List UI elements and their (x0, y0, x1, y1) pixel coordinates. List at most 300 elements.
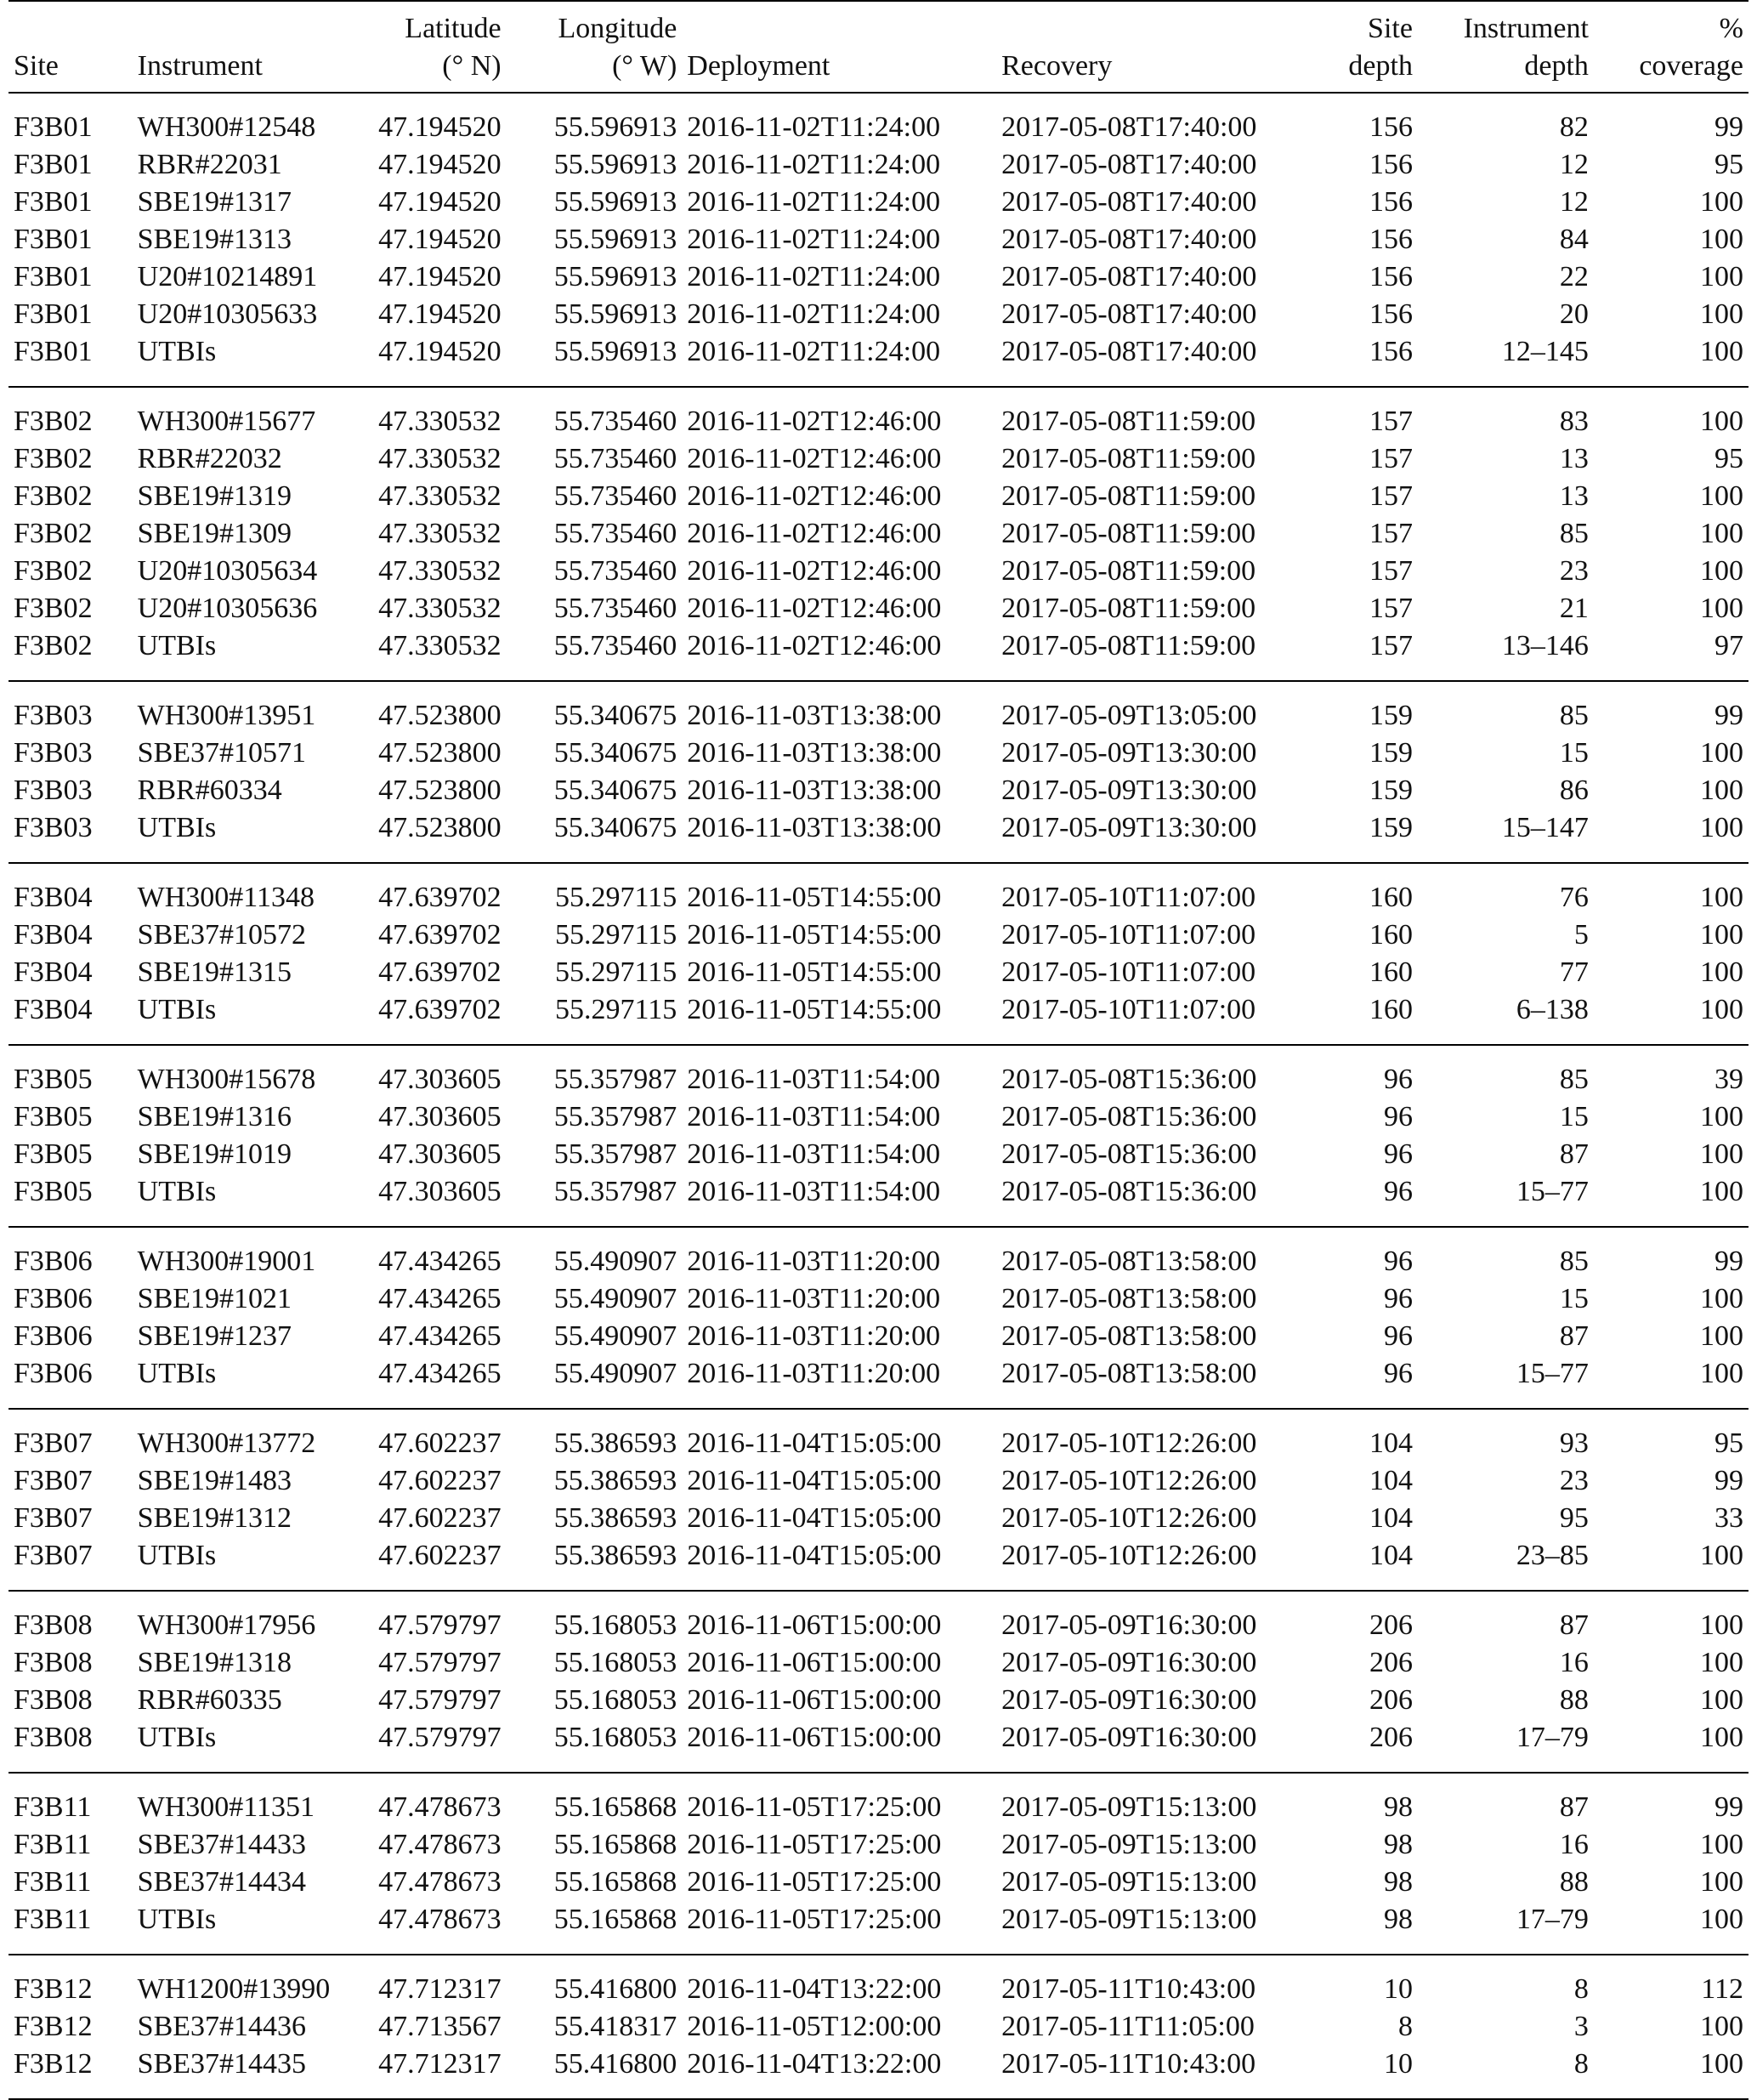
table-row (9, 146, 1748, 184)
coverage-cell: 99 (1714, 1246, 1743, 1277)
recovery-cell: 2017-05-08T15:36:00 (1001, 1101, 1257, 1132)
longitude-cell: 55.168053 (553, 1609, 677, 1641)
header-site-depth: depth (1348, 50, 1413, 82)
site-depth-cell: 157 (1369, 480, 1413, 512)
instrument-cell: UTBIs (137, 1540, 217, 1571)
coverage-cell: 99 (1714, 111, 1743, 143)
site-cell: F3B02 (14, 480, 93, 512)
table-row (9, 387, 1748, 440)
table-row (9, 1136, 1748, 1173)
longitude-cell: 55.418317 (553, 2011, 677, 2042)
coverage-cell: 100 (1700, 2011, 1743, 2042)
deployment-cell: 2016-11-04T15:05:00 (687, 1465, 942, 1496)
recovery-cell: 2017-05-10T11:07:00 (1001, 956, 1256, 988)
coverage-cell: 100 (1700, 882, 1743, 913)
site-cell: F3B01 (14, 111, 93, 143)
site-depth-cell: 157 (1369, 555, 1413, 587)
site-depth-cell: 159 (1369, 700, 1413, 731)
table-row (9, 1826, 1748, 1864)
longitude-cell: 55.735460 (553, 443, 677, 474)
table-row (9, 184, 1748, 221)
deployment-cell: 2016-11-02T11:24:00 (687, 111, 941, 143)
deployment-cell: 2016-11-02T12:46:00 (687, 555, 942, 587)
latitude-cell: 47.194520 (378, 224, 502, 255)
coverage-cell: 100 (1700, 1904, 1743, 1935)
longitude-cell: 55.168053 (553, 1722, 677, 1753)
instrument-cell: U20#10214891 (137, 261, 318, 292)
site-cell: F3B07 (14, 1540, 93, 1571)
longitude-cell: 55.735460 (553, 630, 677, 661)
table-row (9, 515, 1748, 553)
recovery-cell: 2017-05-10T12:26:00 (1001, 1465, 1257, 1496)
deployment-cell: 2016-11-02T12:46:00 (687, 593, 942, 624)
longitude-cell: 55.340675 (553, 812, 677, 843)
site-depth-cell: 159 (1369, 737, 1413, 769)
site-depth-cell: 206 (1369, 1609, 1413, 1641)
latitude-cell: 47.194520 (378, 186, 502, 218)
latitude-cell: 47.639702 (378, 882, 502, 913)
recovery-cell: 2017-05-08T17:40:00 (1001, 186, 1257, 218)
site-cell: F3B12 (14, 2048, 93, 2080)
recovery-cell: 2017-05-08T13:58:00 (1001, 1320, 1257, 1352)
longitude-cell: 55.357987 (553, 1101, 677, 1132)
longitude-cell: 55.735460 (553, 480, 677, 512)
instrument-depth-cell: 83 (1559, 406, 1589, 437)
recovery-cell: 2017-05-08T17:40:00 (1001, 261, 1257, 292)
site-depth-cell: 160 (1369, 956, 1413, 988)
instrument-depth-cell: 15 (1559, 737, 1589, 769)
instrument-depth-cell: 3 (1573, 2011, 1589, 2042)
instrument-cell: SBE37#14433 (137, 1829, 307, 1860)
site-cell: F3B04 (14, 919, 93, 951)
instrument-depth-cell: 12–145 (1501, 336, 1589, 367)
instrument-depth-cell: 13 (1559, 480, 1589, 512)
instrument-depth-cell: 85 (1559, 1246, 1589, 1277)
site-depth-cell: 10 (1383, 1973, 1413, 2005)
recovery-cell: 2017-05-09T15:13:00 (1001, 1866, 1257, 1898)
longitude-cell: 55.165868 (553, 1866, 677, 1898)
longitude-cell: 55.297115 (555, 956, 677, 988)
table-row (9, 478, 1748, 515)
instrument-depth-cell: 85 (1559, 518, 1589, 549)
deployment-cell: 2016-11-02T12:46:00 (687, 443, 942, 474)
latitude-cell: 47.434265 (378, 1246, 502, 1277)
instrument-depth-cell: 16 (1559, 1829, 1589, 1860)
instrument-cell: RBR#60335 (137, 1684, 282, 1716)
longitude-cell: 55.297115 (555, 919, 677, 951)
deployment-cell: 2016-11-02T12:46:00 (687, 406, 942, 437)
instrument-cell: UTBIs (137, 812, 217, 843)
latitude-cell: 47.602237 (378, 1540, 502, 1571)
recovery-cell: 2017-05-08T11:59:00 (1001, 630, 1256, 661)
latitude-cell: 47.712317 (378, 2048, 502, 2080)
deployment-cell: 2016-11-03T11:20:00 (687, 1320, 941, 1352)
deployment-cell: 2016-11-03T11:54:00 (687, 1176, 941, 1207)
table-row (9, 991, 1748, 1045)
table-row (9, 1045, 1748, 1098)
instrument-cell: UTBIs (137, 1176, 217, 1207)
table-row (9, 1500, 1748, 1537)
longitude-cell: 55.490907 (553, 1358, 677, 1389)
instrument-cell: SBE19#1313 (137, 224, 292, 255)
instrument-cell: SBE37#14436 (137, 2011, 307, 2042)
table-row (9, 681, 1748, 735)
deployment-cell: 2016-11-05T17:25:00 (687, 1791, 942, 1823)
coverage-cell: 33 (1714, 1502, 1743, 1534)
site-group (9, 1227, 1748, 1409)
instrument-depth-cell: 77 (1559, 956, 1589, 988)
latitude-cell: 47.330532 (378, 480, 502, 512)
table-row (9, 1955, 1748, 2008)
coverage-cell: 95 (1714, 443, 1743, 474)
deployment-cell: 2016-11-02T11:24:00 (687, 261, 941, 292)
site-group (9, 1591, 1748, 1773)
site-depth-cell: 157 (1369, 406, 1413, 437)
instrument-cell: U20#10305636 (137, 593, 318, 624)
site-cell: F3B02 (14, 518, 93, 549)
instrument-depth-cell: 15–77 (1516, 1176, 1589, 1207)
longitude-cell: 55.357987 (553, 1064, 677, 1095)
deployment-cell: 2016-11-04T15:05:00 (687, 1502, 942, 1534)
deployment-cell: 2016-11-05T17:25:00 (687, 1904, 942, 1935)
longitude-cell: 55.735460 (553, 593, 677, 624)
table-row (9, 1864, 1748, 1901)
coverage-cell: 100 (1700, 956, 1743, 988)
instrument-depth-cell: 82 (1559, 111, 1589, 143)
site-depth-cell: 157 (1369, 593, 1413, 624)
longitude-cell: 55.165868 (553, 1829, 677, 1860)
recovery-cell: 2017-05-09T13:30:00 (1001, 737, 1257, 769)
deployment-cell: 2016-11-03T13:38:00 (687, 812, 942, 843)
instrument-cell: SBE37#10572 (137, 919, 307, 951)
recovery-cell: 2017-05-08T11:59:00 (1001, 593, 1256, 624)
instrument-cell: U20#10305633 (137, 298, 318, 330)
site-depth-cell: 156 (1369, 149, 1413, 180)
site-cell: F3B03 (14, 775, 93, 806)
instrument-cell: UTBIs (137, 1722, 217, 1753)
coverage-cell: 100 (1700, 518, 1743, 549)
site-cell: F3B01 (14, 298, 93, 330)
recovery-cell: 2017-05-10T12:26:00 (1001, 1427, 1257, 1459)
table-row (9, 590, 1748, 627)
longitude-cell: 55.490907 (553, 1320, 677, 1352)
longitude-cell: 55.490907 (553, 1246, 677, 1277)
recovery-cell: 2017-05-08T13:58:00 (1001, 1283, 1257, 1314)
table-row (9, 1409, 1748, 1462)
coverage-cell: 100 (1700, 994, 1743, 1025)
site-depth-cell: 159 (1369, 775, 1413, 806)
table-row (9, 296, 1748, 333)
instrument-cell: SBE19#1483 (137, 1465, 292, 1496)
instrument-cell: WH1200#13990 (137, 1973, 331, 2005)
site-depth-cell: 157 (1369, 518, 1413, 549)
site-cell: F3B01 (14, 224, 93, 255)
instrument-depth-cell: 15–77 (1516, 1358, 1589, 1389)
deployment-cell: 2016-11-03T11:54:00 (687, 1101, 941, 1132)
instrument-cell: WH300#12548 (137, 111, 316, 143)
instrument-cell: SBE19#1316 (137, 1101, 292, 1132)
deployment-cell: 2016-11-02T11:24:00 (687, 298, 941, 330)
deployment-cell: 2016-11-05T14:55:00 (687, 956, 942, 988)
latitude-cell: 47.330532 (378, 593, 502, 624)
latitude-cell: 47.713567 (378, 2011, 502, 2042)
coverage-cell: 99 (1714, 1465, 1743, 1496)
site-depth-cell: 98 (1383, 1791, 1413, 1823)
longitude-cell: 55.386593 (553, 1465, 677, 1496)
site-cell: F3B12 (14, 1973, 93, 2005)
coverage-cell: 100 (1700, 186, 1743, 218)
recovery-cell: 2017-05-08T11:59:00 (1001, 555, 1256, 587)
recovery-cell: 2017-05-09T16:30:00 (1001, 1684, 1257, 1716)
deployment-cell: 2016-11-02T12:46:00 (687, 480, 942, 512)
instrument-cell: SBE37#14435 (137, 2048, 307, 2080)
header-longitude-line1: Longitude (558, 13, 677, 44)
coverage-cell: 100 (1700, 480, 1743, 512)
coverage-cell: 100 (1700, 1358, 1743, 1389)
coverage-cell: 100 (1700, 298, 1743, 330)
coverage-cell: 99 (1714, 1791, 1743, 1823)
latitude-cell: 47.330532 (378, 630, 502, 661)
recovery-cell: 2017-05-08T15:36:00 (1001, 1064, 1257, 1095)
deployment-cell: 2016-11-02T11:24:00 (687, 224, 941, 255)
instrument-cell: SBE37#14434 (137, 1866, 307, 1898)
instrument-cell: SBE19#1312 (137, 1502, 292, 1534)
header-instrument: Instrument (137, 50, 263, 82)
header-row-top (9, 1, 1748, 48)
header-deployment-line1 (682, 1, 996, 48)
site-depth-cell: 8 (1397, 2011, 1413, 2042)
coverage-cell: 100 (1700, 1722, 1743, 1753)
table-row (9, 1280, 1748, 1318)
latitude-cell: 47.303605 (378, 1176, 502, 1207)
deployment-cell: 2016-11-05T17:25:00 (687, 1829, 942, 1860)
coverage-cell: 100 (1700, 1176, 1743, 1207)
deployment-cell: 2016-11-04T15:05:00 (687, 1427, 942, 1459)
site-depth-cell: 104 (1369, 1427, 1413, 1459)
coverage-cell: 100 (1700, 1609, 1743, 1641)
table-row (9, 735, 1748, 772)
site-depth-cell: 96 (1383, 1283, 1413, 1314)
coverage-cell: 97 (1714, 630, 1743, 661)
recovery-cell: 2017-05-09T13:30:00 (1001, 775, 1257, 806)
site-depth-cell: 156 (1369, 186, 1413, 218)
site-cell: F3B03 (14, 737, 93, 769)
site-cell: F3B05 (14, 1064, 93, 1095)
deployment-cell: 2016-11-03T11:20:00 (687, 1246, 941, 1277)
coverage-cell: 100 (1700, 1101, 1743, 1132)
table-header (9, 1, 1748, 93)
deployment-cell: 2016-11-06T15:00:00 (687, 1684, 942, 1716)
deployment-cell: 2016-11-06T15:00:00 (687, 1609, 942, 1641)
instrument-depth-cell: 87 (1559, 1791, 1589, 1823)
instrument-depth-cell: 88 (1559, 1684, 1589, 1716)
longitude-cell: 55.490907 (553, 1283, 677, 1314)
instrument-depth-cell: 15 (1559, 1283, 1589, 1314)
recovery-cell: 2017-05-09T13:30:00 (1001, 812, 1257, 843)
latitude-cell: 47.523800 (378, 737, 502, 769)
site-cell: F3B06 (14, 1246, 93, 1277)
header-site-depth-line1: Site (1368, 13, 1413, 44)
site-depth-cell: 160 (1369, 919, 1413, 951)
latitude-cell: 47.194520 (378, 261, 502, 292)
table-row (9, 1644, 1748, 1682)
recovery-cell: 2017-05-08T11:59:00 (1001, 480, 1256, 512)
site-depth-cell: 104 (1369, 1502, 1413, 1534)
site-depth-cell: 206 (1369, 1722, 1413, 1753)
instrument-cell: UTBIs (137, 630, 217, 661)
site-cell: F3B02 (14, 555, 93, 587)
latitude-cell: 47.639702 (378, 956, 502, 988)
latitude-cell: 47.194520 (378, 336, 502, 367)
instrument-cell: WH300#17956 (137, 1609, 316, 1641)
recovery-cell: 2017-05-10T12:26:00 (1001, 1502, 1257, 1534)
site-depth-cell: 98 (1383, 1904, 1413, 1935)
instrument-depth-cell: 12 (1559, 186, 1589, 218)
table-row (9, 258, 1748, 296)
latitude-cell: 47.194520 (378, 298, 502, 330)
latitude-cell: 47.303605 (378, 1101, 502, 1132)
longitude-cell: 55.596913 (553, 149, 677, 180)
instrument-depth-cell: 5 (1573, 919, 1589, 951)
header-site: Site (14, 50, 59, 82)
latitude-cell: 47.478673 (378, 1904, 502, 1935)
instrument-cell: WH300#13951 (137, 700, 316, 731)
instrument-depth-cell: 12 (1559, 149, 1589, 180)
deployment-cell: 2016-11-04T13:22:00 (687, 2048, 942, 2080)
longitude-cell: 55.735460 (553, 406, 677, 437)
table-row (9, 1227, 1748, 1280)
coverage-cell: 100 (1700, 2048, 1743, 2080)
coverage-cell: 100 (1700, 1866, 1743, 1898)
longitude-cell: 55.297115 (555, 882, 677, 913)
coverage-cell: 112 (1701, 1973, 1743, 2005)
site-group (9, 681, 1748, 863)
coverage-cell: 100 (1700, 1647, 1743, 1678)
site-depth-cell: 159 (1369, 812, 1413, 843)
coverage-cell: 95 (1714, 149, 1743, 180)
recovery-cell: 2017-05-08T17:40:00 (1001, 336, 1257, 367)
instrument-depth-cell: 17–79 (1516, 1904, 1589, 1935)
recovery-cell: 2017-05-08T13:58:00 (1001, 1358, 1257, 1389)
coverage-cell: 100 (1700, 336, 1743, 367)
site-depth-cell: 156 (1369, 336, 1413, 367)
recovery-cell: 2017-05-08T15:36:00 (1001, 1176, 1257, 1207)
instrument-cell: WH300#15677 (137, 406, 316, 437)
table-row (9, 772, 1748, 809)
site-cell: F3B11 (14, 1829, 92, 1860)
deployment-cell: 2016-11-05T14:55:00 (687, 994, 942, 1025)
header-instrument-depth-line1: Instrument (1463, 13, 1589, 44)
recovery-cell: 2017-05-09T13:05:00 (1001, 700, 1257, 731)
longitude-cell: 55.386593 (553, 1502, 677, 1534)
longitude-cell: 55.735460 (553, 555, 677, 587)
site-cell: F3B02 (14, 443, 93, 474)
site-depth-cell: 160 (1369, 994, 1413, 1025)
site-cell: F3B01 (14, 336, 93, 367)
latitude-cell: 47.579797 (378, 1647, 502, 1678)
site-depth-cell: 156 (1369, 261, 1413, 292)
instrument-cell: WH300#19001 (137, 1246, 316, 1277)
latitude-cell: 47.330532 (378, 555, 502, 587)
deployment-cell: 2016-11-06T15:00:00 (687, 1722, 942, 1753)
site-depth-cell: 96 (1383, 1064, 1413, 1095)
site-depth-cell: 104 (1369, 1540, 1413, 1571)
site-cell: F3B05 (14, 1101, 93, 1132)
table-row (9, 917, 1748, 954)
deployment-cell: 2016-11-06T15:00:00 (687, 1647, 942, 1678)
instrument-depth-cell: 13–146 (1501, 630, 1589, 661)
recovery-cell: 2017-05-09T15:13:00 (1001, 1791, 1257, 1823)
site-depth-cell: 96 (1383, 1101, 1413, 1132)
site-cell: F3B01 (14, 149, 93, 180)
site-cell: F3B11 (14, 1866, 92, 1898)
site-cell: F3B07 (14, 1465, 93, 1496)
site-cell: F3B12 (14, 2011, 93, 2042)
header-latitude-unit: (° N) (442, 50, 502, 82)
latitude-cell: 47.523800 (378, 775, 502, 806)
coverage-cell: 100 (1700, 737, 1743, 769)
site-cell: F3B01 (14, 261, 93, 292)
recovery-cell: 2017-05-11T11:05:00 (1001, 2011, 1255, 2042)
latitude-cell: 47.478673 (378, 1791, 502, 1823)
latitude-cell: 47.523800 (378, 812, 502, 843)
latitude-cell: 47.639702 (378, 994, 502, 1025)
coverage-cell: 100 (1700, 406, 1743, 437)
instrument-depth-cell: 23–85 (1516, 1540, 1589, 1571)
site-cell: F3B05 (14, 1138, 93, 1170)
site-cell: F3B08 (14, 1609, 93, 1641)
site-group (9, 93, 1748, 387)
latitude-cell: 47.478673 (378, 1866, 502, 1898)
site-depth-cell: 96 (1383, 1138, 1413, 1170)
table-row (9, 954, 1748, 991)
instrument-cell: UTBIs (137, 336, 217, 367)
site-depth-cell: 96 (1383, 1320, 1413, 1352)
longitude-cell: 55.416800 (553, 1973, 677, 2005)
recovery-cell: 2017-05-08T17:40:00 (1001, 298, 1257, 330)
table-row (9, 863, 1748, 917)
latitude-cell: 47.712317 (378, 1973, 502, 2005)
recovery-cell: 2017-05-09T15:13:00 (1001, 1829, 1257, 1860)
instrument-depth-cell: 93 (1559, 1427, 1589, 1459)
header-site-line1 (9, 1, 133, 48)
longitude-cell: 55.357987 (553, 1176, 677, 1207)
header-coverage-line1: % (1719, 13, 1743, 44)
longitude-cell: 55.357987 (553, 1138, 677, 1170)
recovery-cell: 2017-05-09T15:13:00 (1001, 1904, 1257, 1935)
site-cell: F3B03 (14, 700, 93, 731)
table-row (9, 1462, 1748, 1500)
longitude-cell: 55.735460 (553, 518, 677, 549)
deployment-cell: 2016-11-03T13:38:00 (687, 737, 942, 769)
recovery-cell: 2017-05-10T12:26:00 (1001, 1540, 1257, 1571)
longitude-cell: 55.297115 (555, 994, 677, 1025)
deployment-cell: 2016-11-05T17:25:00 (687, 1866, 942, 1898)
longitude-cell: 55.596913 (553, 261, 677, 292)
table-row (9, 627, 1748, 681)
latitude-cell: 47.330532 (378, 518, 502, 549)
latitude-cell: 47.194520 (378, 111, 502, 143)
header-longitude-unit: (° W) (612, 50, 677, 82)
coverage-cell: 100 (1700, 1138, 1743, 1170)
deployment-cell: 2016-11-03T11:54:00 (687, 1064, 941, 1095)
site-depth-cell: 157 (1369, 630, 1413, 661)
recovery-cell: 2017-05-08T11:59:00 (1001, 406, 1256, 437)
deployment-cell: 2016-11-03T11:20:00 (687, 1358, 941, 1389)
deployment-cell: 2016-11-02T12:46:00 (687, 630, 942, 661)
instrument-cell: SBE37#10571 (137, 737, 307, 769)
latitude-cell: 47.434265 (378, 1358, 502, 1389)
